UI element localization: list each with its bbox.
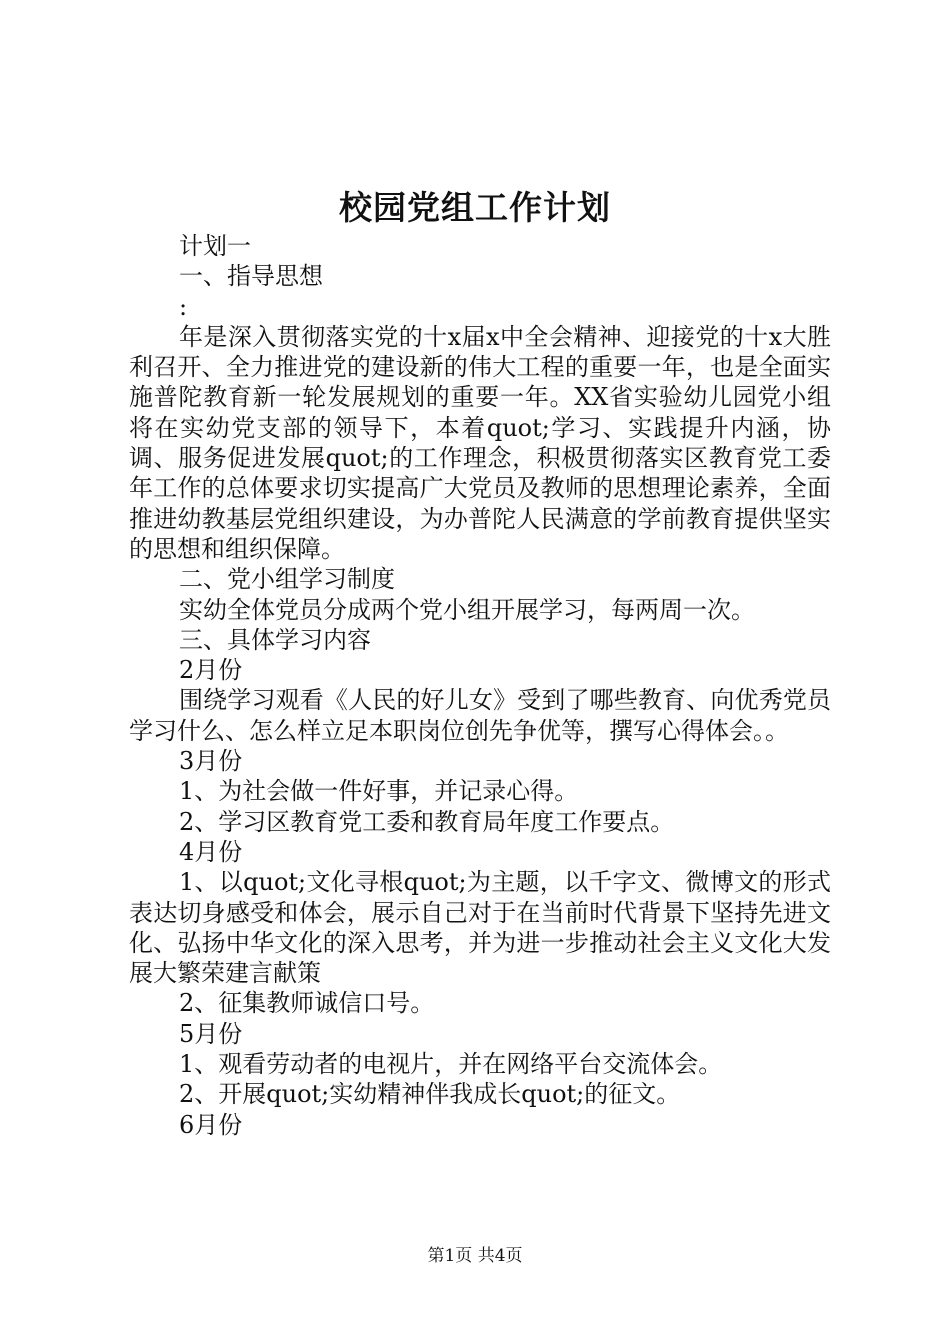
section-heading: 三、具体学习内容 [179, 625, 371, 654]
section-heading: 二、党小组学习制度 [179, 565, 395, 594]
paragraph: 实幼全体党员分成两个党小组开展学习，每两周一次。 [179, 595, 755, 624]
list-item: 2、征集教师诚信口号。 [179, 989, 435, 1018]
month-heading: 2月份 [179, 656, 243, 685]
list-item: 1、观看劳动者的电视片，并在网络平台交流体会。 [179, 1050, 723, 1079]
month-heading: 6月份 [179, 1110, 243, 1139]
month-heading: 4月份 [179, 837, 243, 866]
paragraph: 年是深入贯彻落实党的十x届x中全会精神、迎接党的十x大胜利召开、全力推进党的建设新的伟大工程的重要一年，也是全面实施普陀教育新一轮发展规划的重要一年。XX省实验幼儿园党小组将在实幼党支部的领导下，本着quot;学习、实践提升内涵，协调、服务促进发展quot;的工作理念，积极贯彻落实区教育党工委年工作的总体要求切实提高广大党员及教师的思想理论素养，全面推进幼教基层党组织建设，为办普陀人民满意的学前教育提供坚实的思想和组织保障。 [129, 322, 831, 563]
list-item: 1、以quot;文化寻根quot;为主题，以千字文、微博文的形式表达切身感受和体会，展示自己对于在当前时代背景下坚持先进文化、弘扬中华文化的深入思考，并为进一步推动社会主义文化大发展大繁荣建言献策 [129, 868, 831, 988]
list-item: 2、学习区教育党工委和教育局年度工作要点。 [179, 807, 675, 836]
month-heading: 5月份 [179, 1019, 243, 1048]
page-footer: 第1页 共4页 [427, 1246, 523, 1266]
document-body [129, 231, 831, 1140]
paragraph: 计划一 [179, 232, 251, 260]
month-heading: 3月份 [179, 747, 243, 776]
paragraph: : [179, 292, 188, 321]
document-title: 校园党组工作计划 [339, 188, 611, 227]
list-item: 2、开展quot;实幼精神伴我成长quot;的征文。 [179, 1080, 681, 1109]
paragraph: 围绕学习观看《人民的好儿女》受到了哪些教育、向优秀党员学习什么、怎么样立足本职岗位创先争优等，撰写心得体会。。 [129, 686, 831, 745]
list-item: 1、为社会做一件好事，并记录心得。 [179, 777, 579, 806]
section-heading: 一、指导思想 [179, 262, 323, 291]
